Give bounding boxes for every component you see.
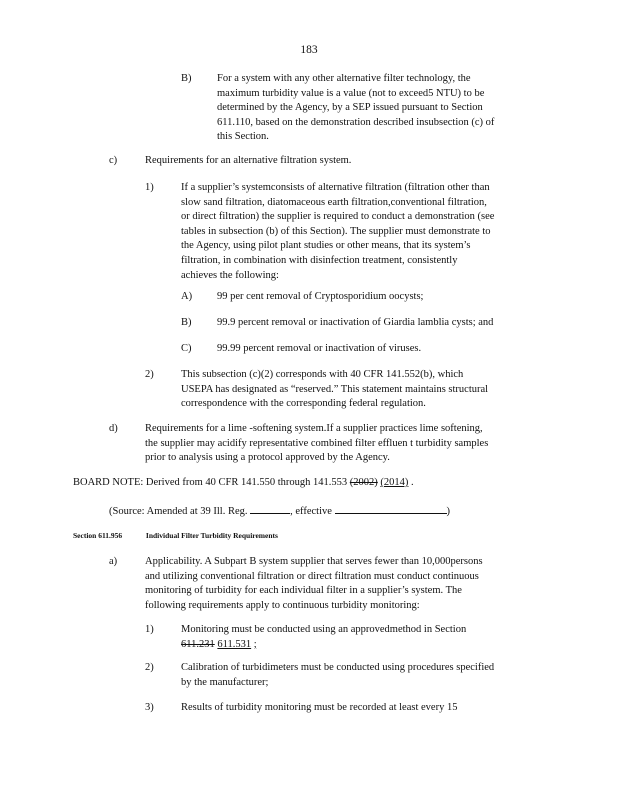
section-title: Individual Filter Turbidity Requirements bbox=[145, 531, 278, 540]
line: the Agency, using pilot plant studies or other means, that its system’s bbox=[181, 240, 471, 252]
line: filtration, in combination with disinfection treatment, consistently bbox=[181, 254, 458, 266]
item-c2-label: 2) bbox=[145, 369, 154, 380]
item-a1-label: 1) bbox=[145, 624, 154, 635]
board-note-inserted-year: (2014) bbox=[380, 477, 409, 488]
item-d-paragraph bbox=[145, 422, 535, 466]
item-c1b-text: 99.9 percent removal or inactivation of Giardia lamblia cysts; and bbox=[217, 317, 494, 328]
item-d-label: d) bbox=[109, 423, 118, 434]
item-a2-paragraph bbox=[181, 661, 533, 690]
line: Requirements for a lime -softening system.If a supplier practices lime softening, bbox=[145, 423, 483, 434]
item-c1c-label: C) bbox=[181, 343, 192, 354]
line: and utilizing conventional filtration or direct filtration must conduct continuous bbox=[145, 570, 479, 582]
source-suffix: ) bbox=[446, 506, 451, 517]
section-number: Section 611.956 bbox=[73, 531, 123, 540]
line: Applicability. A Subpart B system supplier that serves fewer than 10,000persons bbox=[145, 556, 483, 567]
item-b-paragraph bbox=[217, 72, 534, 145]
line: by the manufacturer; bbox=[181, 676, 269, 688]
line: determined by the Agency, by a SEP issued pursuant to Section bbox=[217, 102, 483, 114]
item-a-paragraph bbox=[145, 555, 533, 613]
source-prefix: (Source: Amended at 39 Ill. Reg. bbox=[109, 506, 248, 517]
item-c1b-label: B) bbox=[181, 317, 192, 328]
item-a1-tail: ; bbox=[253, 638, 257, 650]
line: Calibration of turbidimeters must be conducted using procedures specified bbox=[181, 662, 495, 673]
item-a2-label: 2) bbox=[145, 662, 154, 673]
board-note bbox=[73, 476, 414, 491]
effective-blank bbox=[335, 503, 447, 514]
line: the supplier may acidify representative combined filter effluen t turbidity samples bbox=[145, 437, 489, 449]
item-c1a-text: 99 per cent removal of Cryptosporidium oocysts; bbox=[217, 291, 424, 302]
line: following requirements apply to continuous turbidity monitoring: bbox=[145, 599, 420, 611]
item-c2-paragraph bbox=[181, 368, 531, 412]
item-a1-text bbox=[181, 623, 466, 652]
reg-blank bbox=[250, 503, 290, 514]
line: This subsection (c)(2) corresponds with 40 CFR 141.552(b), which bbox=[181, 369, 464, 380]
section-heading bbox=[73, 531, 278, 540]
item-a3-text: Results of turbidity monitoring must be recorded at least every 15 bbox=[181, 702, 458, 713]
line: For a system with any other alternative filter technology, the bbox=[217, 73, 471, 84]
struck-section-ref: 611.231 bbox=[181, 638, 215, 650]
line: 611.110, based on the demonstration described insubsection (c) of bbox=[217, 116, 495, 128]
item-c-label: c) bbox=[109, 155, 118, 166]
item-c1-label: 1) bbox=[145, 182, 154, 193]
inserted-section-ref: 611.531 bbox=[217, 638, 252, 650]
item-b-label: B) bbox=[181, 73, 192, 84]
line: achieves the following: bbox=[181, 269, 279, 281]
line: correspondence with the corresponding federal regulation. bbox=[181, 398, 426, 410]
line: tables in subsection (b) of this Section). The supplier must demonstrate to bbox=[181, 225, 491, 237]
item-a3-label: 3) bbox=[145, 702, 154, 713]
line: USEPA has designated as “reserved.” This statement maintains structural bbox=[181, 383, 489, 395]
board-note-struck-year: (2002) bbox=[349, 477, 378, 488]
page-number: 183 bbox=[300, 44, 318, 56]
line: or direct filtration) the supplier is required to conduct a demonstration (see bbox=[181, 211, 495, 223]
line: monitoring of turbidity for each individual filter in a supplier’s system. The bbox=[145, 585, 462, 597]
item-a-label: a) bbox=[109, 556, 118, 567]
item-c1c-text: 99.99 percent removal or inactivation of viruses. bbox=[217, 343, 422, 354]
line: this Section. bbox=[217, 131, 269, 143]
board-note-prefix: BOARD NOTE: Derived from 40 CFR 141.550 through 141.553 bbox=[73, 477, 348, 488]
line: If a supplier’s systemconsists of alternative filtration (filtration other than bbox=[181, 182, 490, 193]
line: maximum turbidity value is a value (not to exceed5 NTU) to be bbox=[217, 87, 485, 99]
line: Monitoring must be conducted using an approvedmethod in Section bbox=[181, 624, 467, 635]
line: prior to analysis using a protocol approved by the Agency. bbox=[145, 452, 390, 464]
board-note-suffix: . bbox=[411, 477, 414, 488]
source-middle: , effective bbox=[290, 506, 332, 517]
line: slow sand filtration, diatomaceous earth filtration,conventional filtration, bbox=[181, 196, 487, 208]
item-c-heading: Requirements for an alternative filtration system. bbox=[145, 155, 352, 166]
item-c1-paragraph bbox=[181, 181, 536, 283]
source-line bbox=[109, 503, 450, 520]
item-c1a-label: A) bbox=[181, 291, 193, 302]
